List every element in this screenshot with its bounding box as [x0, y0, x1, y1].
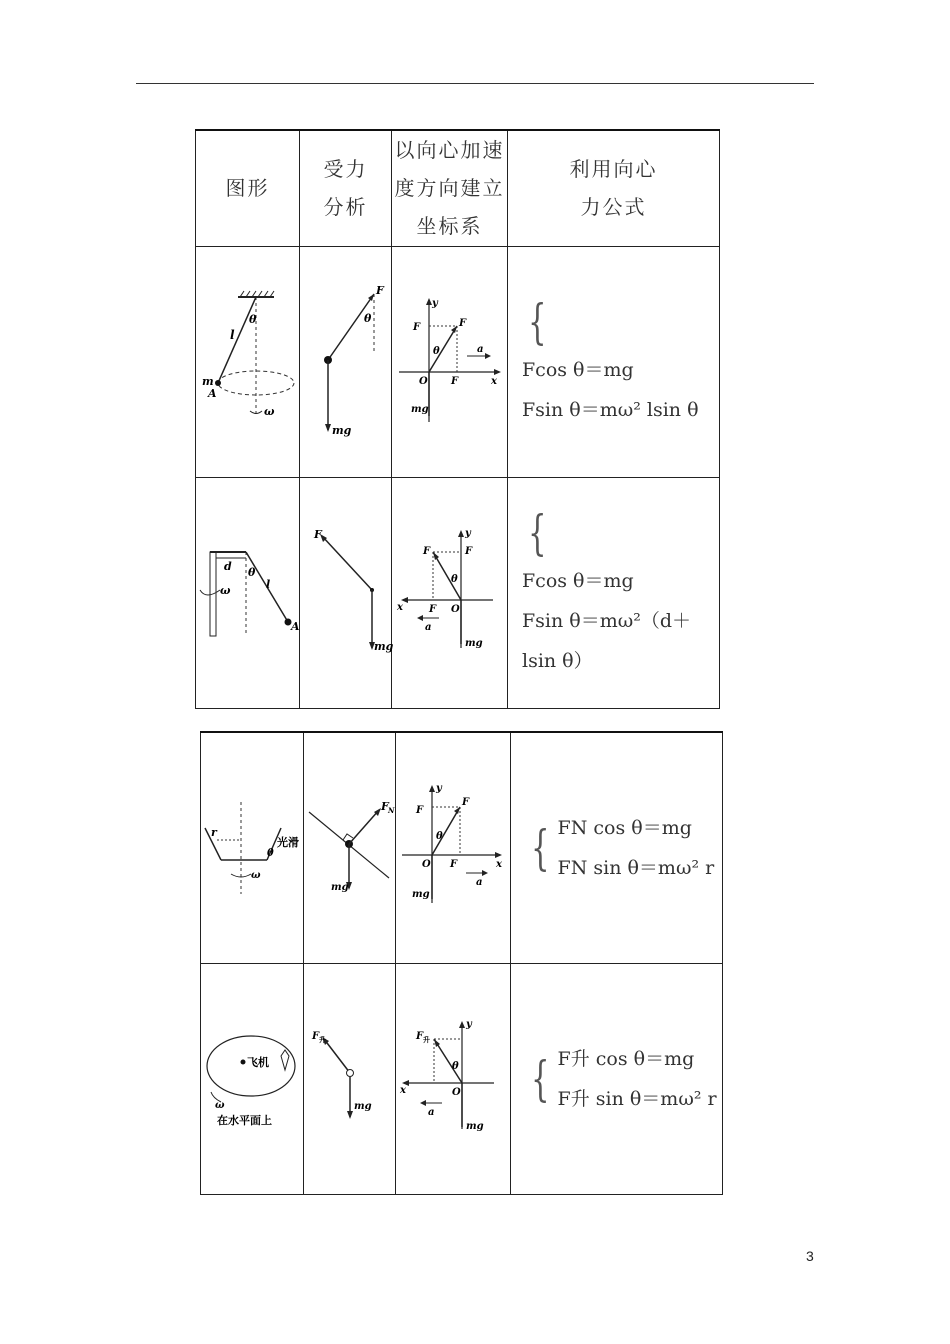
svg-text:a: a — [428, 1106, 435, 1118]
svg-text:θ: θ — [436, 830, 443, 842]
formula-cell-2 — [508, 477, 720, 708]
rotating-frame-diagram — [196, 538, 300, 648]
svg-text:F: F — [416, 804, 424, 816]
svg-text:O: O — [452, 1086, 461, 1098]
force-analysis-3 — [305, 798, 395, 898]
table-row — [201, 732, 723, 963]
force-diagram-4 — [304, 963, 396, 1194]
svg-text:F: F — [462, 796, 470, 808]
svg-text:F: F — [458, 317, 466, 329]
svg-text:l: l — [266, 577, 271, 591]
svg-text:F: F — [375, 283, 384, 297]
svg-text:ω: ω — [220, 583, 231, 597]
brace-icon: { — [528, 293, 547, 350]
svg-text:F: F — [428, 603, 436, 615]
force-analysis-1 — [306, 282, 386, 442]
svg-text:升: 升 — [318, 1035, 326, 1044]
coordinate-system-1 — [395, 292, 505, 432]
svg-text:y: y — [431, 297, 438, 309]
svg-text:y: y — [436, 782, 442, 794]
svg-text:A: A — [291, 619, 300, 633]
svg-text:光滑: 光滑 — [277, 835, 299, 849]
svg-text:a: a — [424, 621, 431, 633]
table-row — [196, 477, 720, 708]
coordinate-diagram-2 — [392, 477, 508, 708]
force-diagram-3 — [304, 732, 396, 963]
svg-text:y: y — [464, 527, 471, 539]
formula-line: Fcos θ＝mg — [522, 358, 634, 381]
brace-icon: { — [528, 504, 547, 561]
header-formula: 利用向心 力公式 — [508, 130, 720, 246]
force-diagram-1 — [300, 246, 392, 477]
svg-text:a: a — [476, 343, 483, 355]
formula-cell-3 — [511, 732, 723, 963]
force-analysis-4 — [310, 1029, 390, 1129]
svg-text:mg: mg — [412, 888, 430, 900]
svg-text:ω: ω — [215, 1099, 225, 1111]
formula-line: F升 cos θ＝mg — [557, 1047, 695, 1070]
coordinate-diagram-1 — [392, 246, 508, 477]
header-force-analysis: 受力 分析 — [300, 130, 392, 246]
svg-text:θ: θ — [450, 573, 458, 585]
formula-line: Fcos θ＝mg — [522, 569, 634, 592]
svg-text:θ: θ — [267, 847, 274, 859]
svg-text:m: m — [202, 374, 214, 388]
brace-icon: { — [531, 819, 550, 876]
svg-text:mg: mg — [410, 403, 429, 415]
svg-text:O: O — [418, 375, 428, 387]
svg-text:l: l — [230, 327, 235, 342]
formula-line: FN cos θ＝mg — [557, 816, 692, 839]
header-figure: 图形 — [196, 130, 300, 246]
svg-text:ω: ω — [264, 404, 275, 418]
svg-text:mg: mg — [330, 881, 349, 893]
formula-line: F升 sin θ＝mω² r — [557, 1087, 717, 1110]
svg-text:O: O — [422, 858, 431, 870]
svg-text:mg: mg — [353, 1100, 372, 1112]
table-row — [196, 246, 720, 477]
figure-conical-pendulum — [196, 246, 300, 477]
page-number: 3 — [806, 1248, 814, 1264]
svg-text:O: O — [450, 603, 460, 615]
brace-icon: { — [531, 1050, 550, 1107]
svg-text:x: x — [490, 375, 497, 387]
svg-text:r: r — [211, 825, 217, 839]
svg-text:θ: θ — [249, 312, 257, 326]
svg-text:F: F — [464, 545, 472, 557]
figure-smooth-cone — [201, 732, 304, 963]
formula-line: lsin θ） — [522, 649, 593, 672]
svg-text:F: F — [313, 527, 322, 541]
coordinate-diagram-4 — [396, 963, 511, 1194]
airplane-diagram — [201, 1024, 304, 1134]
table-part-1 — [195, 129, 720, 709]
coordinate-diagram-3 — [396, 732, 511, 963]
svg-text:mg: mg — [466, 1120, 484, 1132]
coordinate-system-2 — [395, 528, 505, 658]
smooth-cone-diagram — [201, 798, 304, 898]
figure-airplane — [201, 963, 304, 1194]
force-analysis-2 — [306, 527, 393, 658]
svg-text:F: F — [450, 375, 458, 387]
force-diagram-2 — [300, 477, 392, 708]
svg-text:F: F — [422, 545, 430, 557]
formula-line: Fsin θ＝mω² lsin θ — [522, 398, 699, 421]
formula-cell-4 — [511, 963, 723, 1194]
svg-text:F: F — [416, 1030, 424, 1042]
formula-cell-1 — [508, 246, 720, 477]
svg-text:A: A — [208, 386, 217, 400]
svg-text:a: a — [476, 876, 483, 888]
svg-text:F: F — [450, 858, 458, 870]
header-rule — [136, 83, 814, 84]
header-coordinate-system: 以向心加速 度方向建立 坐标系 — [392, 130, 508, 246]
svg-text:升: 升 — [423, 1035, 430, 1044]
svg-text:mg: mg — [331, 423, 351, 437]
svg-text:mg: mg — [373, 639, 393, 653]
svg-text:ω: ω — [251, 869, 261, 881]
coordinate-system-3 — [398, 783, 508, 913]
svg-text:飞机: 飞机 — [247, 1055, 269, 1069]
svg-text:在水平面上: 在水平面上 — [217, 1113, 272, 1127]
formula-line: FN sin θ＝mω² r — [557, 856, 715, 879]
table-row — [201, 963, 723, 1194]
svg-text:x: x — [396, 601, 403, 613]
svg-text:F: F — [380, 799, 389, 813]
svg-text:θ: θ — [248, 565, 256, 579]
header-row — [196, 130, 720, 246]
svg-text:x: x — [496, 858, 502, 870]
figure-rotating-frame — [196, 477, 300, 708]
svg-text:θ: θ — [452, 1060, 459, 1072]
table-part-2 — [200, 731, 723, 1195]
conical-pendulum-diagram — [196, 287, 300, 437]
svg-text:mg: mg — [464, 637, 483, 649]
svg-text:F: F — [412, 321, 420, 333]
coordinate-system-4 — [398, 1019, 508, 1139]
svg-text:θ: θ — [432, 345, 440, 357]
svg-text:θ: θ — [363, 311, 371, 325]
svg-text:N: N — [387, 805, 394, 815]
svg-text:d: d — [224, 559, 232, 573]
formula-line: Fsin θ＝mω²（d＋ — [522, 609, 692, 632]
svg-text:y: y — [466, 1018, 472, 1030]
svg-text:F: F — [311, 1030, 319, 1042]
svg-text:x: x — [400, 1084, 406, 1096]
